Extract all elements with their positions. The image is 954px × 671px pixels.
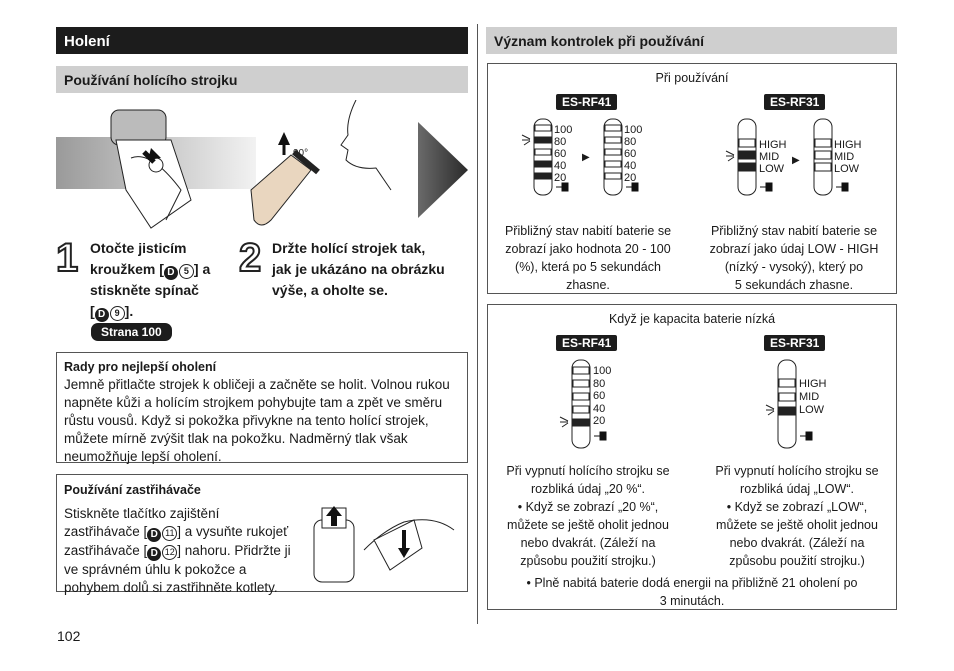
tips-line-1: Jemně přitlačte strojek k obličeji a začněte se holit. Volnou rukou: [64, 377, 450, 392]
desc-line: rozbliká údaj „LOW“.: [740, 482, 854, 496]
step-1-line-2b: ] a: [193, 261, 211, 277]
desc-line: můžete se ještě oholit jednou: [716, 518, 878, 532]
figure-d-ref-icon: D: [147, 547, 161, 561]
part-number-12: 12: [162, 545, 177, 560]
trimmer-illustration: [304, 500, 464, 588]
trimmer-line-5: pohybem dolů si zastřihněte kotlety.: [64, 580, 278, 595]
level-label: LOW: [759, 163, 785, 175]
level-labels-rf41: [554, 124, 572, 184]
in-use-title: Při používání: [655, 71, 729, 85]
desc-line: (nízký - vysoký), který po: [724, 260, 864, 274]
desc-line: nebo dvakrát. (Záleží na: [520, 536, 656, 550]
low-battery-desc-rf41: [488, 462, 688, 570]
in-use-desc-rf31: [694, 222, 894, 294]
section-header-shaving: Holení: [56, 27, 468, 54]
tips-title: Rady pro nejlepší oholení: [64, 360, 217, 374]
step-1-text: [90, 238, 240, 322]
subsection-header-using-shaver: Používání holícího strojku: [56, 66, 468, 93]
step-2-line-2: jak je ukázáno na obrázku: [272, 261, 445, 277]
level-label: 20: [624, 172, 637, 184]
level-label: HIGH: [834, 139, 862, 151]
step-1-line-4: [90, 301, 240, 322]
arrow-right-icon: ▶: [792, 155, 800, 166]
step-1-line-2a: kroužkem [: [90, 261, 164, 277]
trimmer-title: Používání zastřihávače: [64, 483, 201, 497]
step-2-line-3: výše, a oholte se.: [272, 282, 388, 298]
level-label: MID: [799, 391, 820, 403]
level-labels-rf41-low: [593, 365, 611, 428]
desc-line: 5 sekundách zhasne.: [734, 278, 854, 292]
step-1-line-4b: ].: [124, 303, 134, 319]
trimmer-line-3b: ] nahoru. Přidržte ji: [177, 543, 291, 558]
level-label: 40: [554, 160, 567, 172]
step-2-line-1: Držte holící strojek tak,: [272, 240, 426, 256]
desc-line: způsobu použití strojku.): [729, 554, 865, 568]
low-battery-note: [490, 574, 894, 610]
step-1-line-1: Otočte jisticím: [90, 240, 187, 256]
level-label: LOW: [834, 163, 860, 175]
trimmer-line-2b: ] a vysuňte rukojeť: [177, 524, 289, 539]
figure-d-ref-icon: D: [147, 528, 161, 542]
tips-box: [56, 352, 468, 463]
model-badge-es-rf31: ES-RF31: [764, 335, 825, 351]
desc-line: Při vypnutí holícího strojku se: [715, 464, 879, 478]
part-number-5: 5: [179, 264, 194, 279]
level-labels-rf31: [759, 139, 787, 175]
column-divider: [477, 24, 478, 624]
trimmer-line-2a: zastřihávače [: [64, 524, 148, 539]
low-battery-desc-rf31: [697, 462, 897, 570]
step-number-2: 2: [239, 236, 262, 280]
desc-line: • Když se zobrazí „20 %“,: [517, 500, 659, 514]
section-header-indicators: Význam kontrolek při používání: [486, 27, 897, 54]
desc-line: způsobu použití strojku.): [520, 554, 656, 568]
level-labels-rf41-b: [624, 124, 642, 184]
note-line: • Plně nabitá baterie dodá energii na přibližně 21 oholení po: [526, 576, 858, 590]
arrow-right-icon: ▶: [582, 152, 590, 163]
page-reference-badge[interactable]: Strana 100: [91, 323, 172, 341]
tips-line-5: neumožňuje lepší oholení.: [64, 449, 222, 464]
level-labels-rf31-b: [834, 139, 862, 175]
level-label: MID: [834, 151, 855, 163]
desc-line: Při vypnutí holícího strojku se: [506, 464, 670, 478]
desc-line: zobrazí jako hodnota 20 - 100: [505, 242, 671, 256]
figure-d-ref-icon: D: [164, 266, 178, 280]
step-number-1: 1: [56, 236, 79, 280]
tips-line-3: růstu vousů. Když si pokožka přivykne na tento holící strojek,: [64, 413, 429, 428]
note-line: 3 minutách.: [659, 594, 725, 608]
part-number-11: 11: [162, 526, 177, 541]
level-label: 60: [554, 148, 567, 160]
level-label: 80: [624, 136, 637, 148]
level-label: HIGH: [759, 139, 787, 151]
level-label: 60: [624, 148, 637, 160]
level-label: 100: [554, 124, 573, 136]
level-label: 80: [593, 377, 606, 390]
in-use-desc-rf41: [488, 222, 688, 294]
figure-d-ref-icon: D: [95, 308, 109, 322]
step-1-line-4a: [: [90, 303, 95, 319]
step-1-line-2: [90, 259, 240, 280]
desc-line: můžete se ještě oholit jednou: [507, 518, 669, 532]
part-number-9: 9: [110, 306, 125, 321]
page-number: 102: [57, 628, 81, 644]
level-label: 40: [593, 402, 606, 415]
level-labels-rf31-low: [799, 378, 827, 417]
angle-label: 90°: [293, 148, 309, 159]
low-battery-title: Když je kapacita baterie nízká: [608, 312, 776, 326]
tips-line-2: napněte kůži a holícím strojkem pohybujte tam a zpět ve směru: [64, 395, 443, 410]
desc-line: Přibližný stav nabití baterie se: [504, 224, 672, 238]
level-label: 20: [554, 172, 567, 184]
desc-line: rozbliká údaj „20 %“.: [531, 482, 645, 496]
trimmer-line-3a: zastřihávače [: [64, 543, 148, 558]
desc-line: (%), která po 5 sekundách: [515, 260, 661, 274]
level-label: HIGH: [799, 378, 827, 390]
model-badge-es-rf41: ES-RF41: [556, 335, 617, 351]
desc-line: nebo dvakrát. (Záleží na: [729, 536, 865, 550]
level-label: LOW: [799, 404, 825, 416]
level-label: 60: [593, 390, 606, 403]
step-1-line-3: stiskněte spínač: [90, 282, 199, 298]
desc-line: Přibližný stav nabití baterie se: [710, 224, 878, 238]
level-label: 100: [624, 124, 643, 136]
shaving-illustration: [56, 100, 468, 235]
level-label: 80: [554, 136, 567, 148]
level-label: MID: [759, 151, 780, 163]
desc-line: zobrazí jako údaj LOW - HIGH: [709, 242, 879, 256]
tips-line-4: můžete mírně zvýšit tlak na pokožku. Nadměrný tlak však: [64, 431, 408, 446]
model-badge-es-rf31: ES-RF31: [764, 94, 825, 110]
level-label: 40: [624, 160, 637, 172]
level-label: 20: [593, 415, 606, 428]
desc-line: • Když se zobrazí „LOW“,: [726, 500, 868, 514]
trimmer-line-1: Stiskněte tlačítko zajištění: [64, 506, 220, 521]
level-label: 100: [593, 365, 612, 377]
model-badge-es-rf41: ES-RF41: [556, 94, 617, 110]
step-2-text: [272, 238, 472, 301]
trimmer-line-4: ve správném úhlu k pokožce a: [64, 562, 247, 577]
desc-line: zhasne.: [566, 278, 610, 292]
